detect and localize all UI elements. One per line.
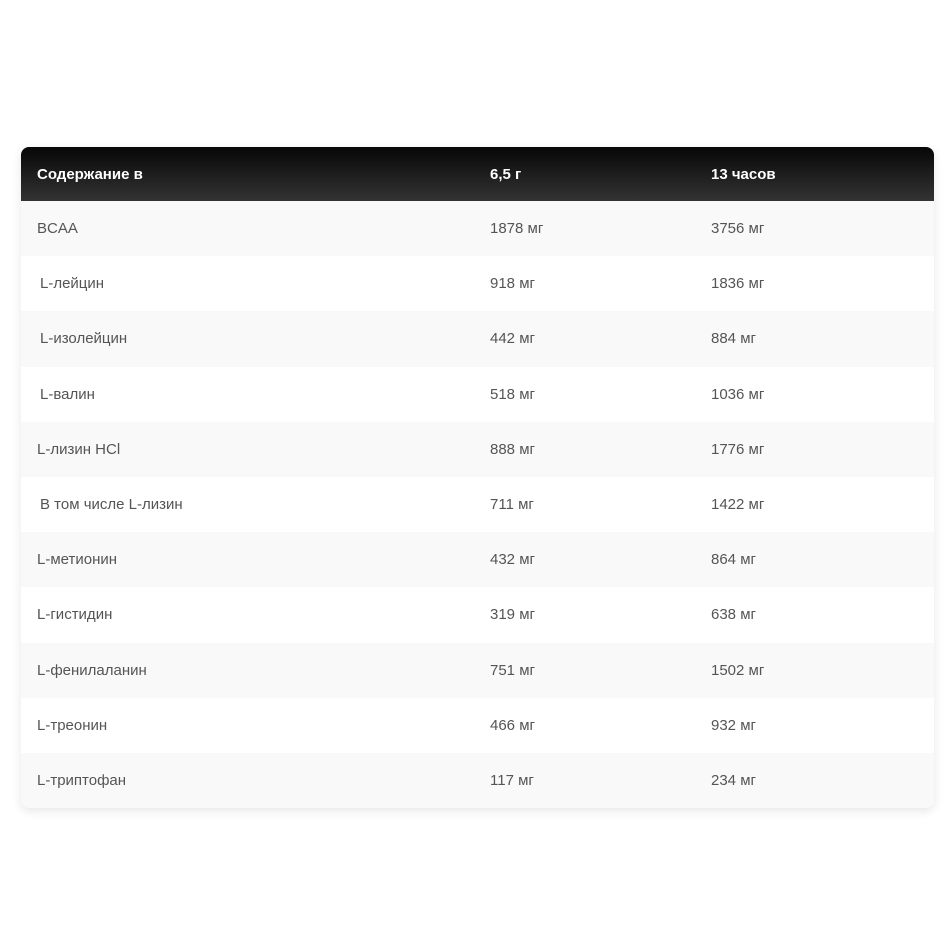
table-row [21, 753, 934, 808]
row-serving-amount: 711 мг [490, 496, 534, 514]
row-daily-amount: 1036 мг [711, 385, 765, 403]
row-nutrient-name: L-валин [40, 385, 95, 403]
table-row [21, 698, 934, 753]
row-daily-amount: 234 мг [711, 771, 756, 789]
row-daily-amount: 638 мг [711, 606, 756, 624]
table-row [21, 201, 934, 256]
row-nutrient-name: L-треонин [37, 716, 108, 734]
table-row [21, 422, 934, 477]
row-nutrient-name: L-триптофан [37, 771, 127, 789]
row-nutrient-name: В том числе L-лизин [40, 496, 183, 514]
row-serving-amount: 888 мг [490, 440, 535, 458]
row-daily-amount: 884 мг [711, 330, 756, 348]
table-row [21, 532, 934, 587]
row-serving-amount: 751 мг [490, 661, 535, 679]
row-serving-amount: 918 мг [490, 275, 535, 293]
row-daily-amount: 3756 мг [711, 220, 765, 238]
row-nutrient-name: BCAA [37, 220, 78, 238]
row-nutrient-name: L-лизин HCl [37, 440, 121, 458]
row-nutrient-name: L-лейцин [40, 275, 105, 293]
table-row [21, 587, 934, 642]
header-cell-serving: 6,5 г [490, 165, 522, 183]
header-cell-content: Содержание в [37, 165, 143, 183]
row-daily-amount: 1422 мг [711, 496, 765, 514]
row-serving-amount: 1878 мг [490, 220, 544, 238]
row-daily-amount: 932 мг [711, 716, 756, 734]
table-row [21, 367, 934, 422]
row-serving-amount: 442 мг [490, 330, 535, 348]
table-row [21, 311, 934, 366]
row-nutrient-name: L-метионин [37, 551, 118, 569]
row-serving-amount: 319 мг [490, 606, 535, 624]
row-daily-amount: 1836 мг [711, 275, 765, 293]
row-daily-amount: 1502 мг [711, 661, 765, 679]
row-nutrient-name: L-изолейцин [40, 330, 128, 348]
header-cell-daily: 13 часов [711, 165, 776, 183]
row-serving-amount: 117 мг [490, 771, 534, 789]
table-row [21, 643, 934, 698]
row-daily-amount: 1776 мг [711, 440, 765, 458]
row-serving-amount: 518 мг [490, 385, 535, 403]
table-row [21, 256, 934, 311]
row-nutrient-name: L-фенилаланин [37, 661, 147, 679]
row-serving-amount: 466 мг [490, 716, 535, 734]
table-body [21, 201, 934, 808]
table-header-row [21, 147, 934, 201]
nutrition-table [21, 147, 934, 808]
row-daily-amount: 864 мг [711, 551, 756, 569]
row-serving-amount: 432 мг [490, 551, 535, 569]
table-row [21, 477, 934, 532]
row-nutrient-name: L-гистидин [37, 606, 113, 624]
